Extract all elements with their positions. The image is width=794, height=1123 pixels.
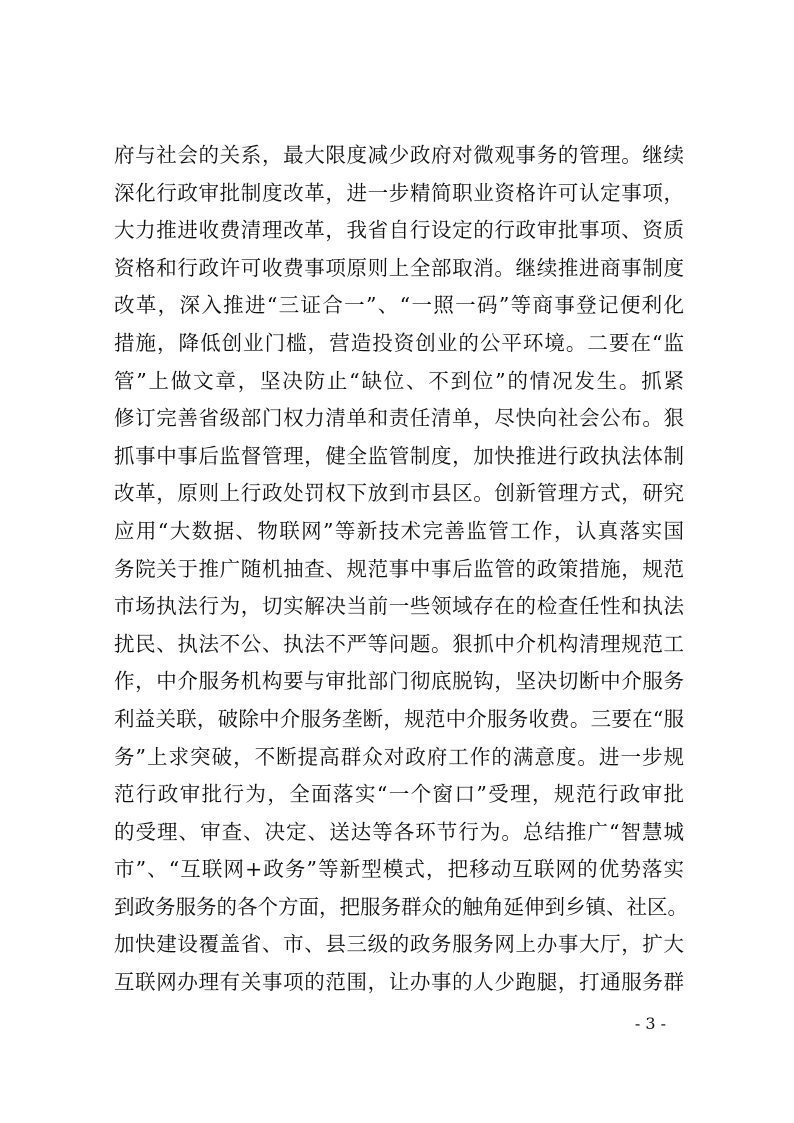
text-line-14: 扰民、执法不公、执法不严等问题。狠抓中介机构清理规范工 [114, 631, 684, 656]
text-line-11: 应用“大数据、物联网”等新技术完善监管工作，认真落实国 [114, 518, 684, 543]
text-line-10: 改革，原则上行政处罚权下放到市县区。创新管理方式，研究 [114, 481, 684, 506]
text-line-6: 措施，降低创业门槛，营造投资创业的公平环境。二要在“监 [114, 330, 684, 355]
text-line-2: 深化行政审批制度改革，进一步精简职业资格许可认定事项， [114, 180, 684, 205]
text-line-21: 到政务服务的各个方面，把服务群众的触角延伸到乡镇、社区。 [114, 894, 688, 919]
text-line-22: 加快建设覆盖省、市、县三级的政务服务网上办事大厅，扩大 [114, 932, 684, 957]
text-line-20: 市”、“互联网+政务”等新型模式，把移动互联网的优势落实 [114, 857, 684, 882]
text-line-23: 互联网办理有关事项的范围，让办事的人少跑腿，打通服务群 [114, 970, 684, 995]
text-line-3: 大力推进收费清理改革，我省自行设定的行政审批事项、资质 [114, 218, 684, 243]
text-line-4: 资格和行政许可收费事项原则上全部取消。继续推进商事制度 [114, 255, 684, 280]
text-line-16: 利益关联，破除中介服务垄断，规范中介服务收费。三要在“服 [114, 706, 684, 731]
text-line-12: 务院关于推广随机抽查、规范事中事后监管的政策措施，规范 [114, 556, 684, 581]
text-line-13: 市场执法行为，切实解决当前一些领域存在的检查任性和执法 [114, 594, 684, 619]
text-line-18: 范行政审批行为，全面落实“一个窗口”受理，规范行政审批 [114, 782, 684, 807]
body-text [114, 137, 688, 1002]
text-line-17: 务”上求突破，不断提高群众对政府工作的满意度。进一步规 [114, 744, 684, 769]
text-line-19: 的受理、审查、决定、送达等各环节行为。总结推广“智慧城 [114, 819, 684, 844]
text-line-5: 改革，深入推进“三证合一”、“一照一码”等商事登记便利化 [114, 293, 684, 318]
text-line-1: 府与社会的关系，最大限度减少政府对微观事务的管理。继续 [114, 143, 684, 167]
text-line-15: 作，中介服务机构要与审批部门彻底脱钩，坚决切断中介服务 [114, 669, 684, 694]
text-line-9: 抓事中事后监督管理，健全监管制度，加快推进行政执法体制 [114, 443, 684, 468]
text-line-8: 修订完善省级部门权力清单和责任清单，尽快向社会公布。狠 [114, 406, 684, 431]
page-number: - 3 - [634, 1014, 666, 1033]
text-line-7: 管”上做文章，坚决防止“缺位、不到位”的情况发生。抓紧 [114, 368, 684, 393]
